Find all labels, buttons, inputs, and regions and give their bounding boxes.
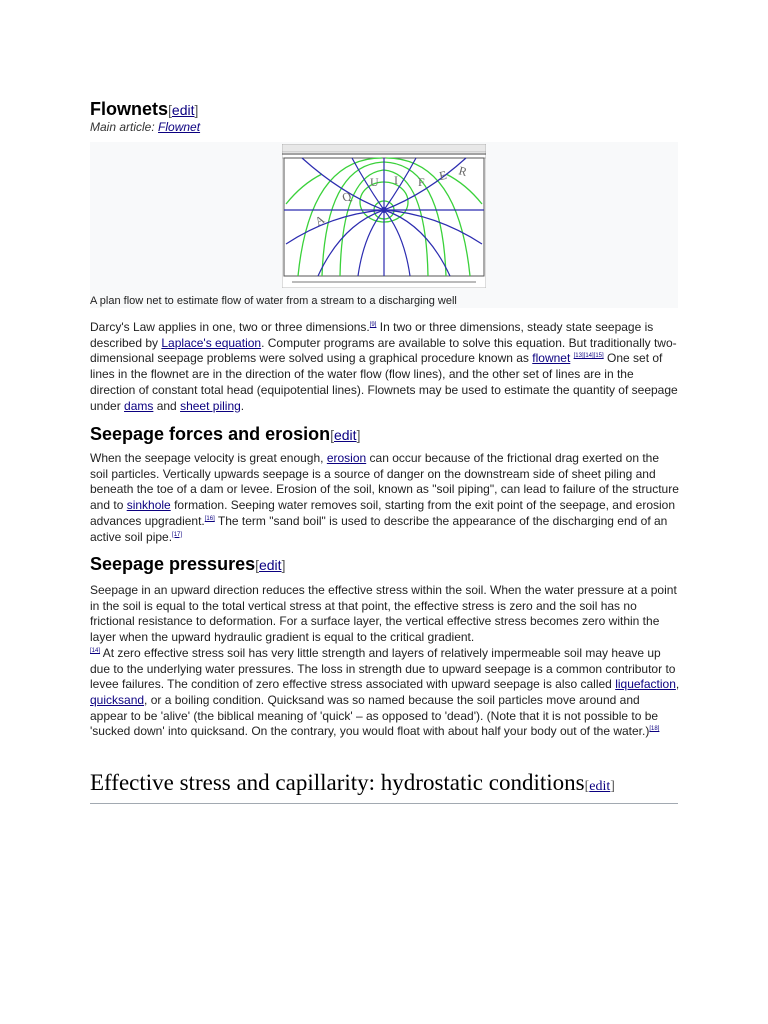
dams-link[interactable]: dams — [124, 398, 154, 413]
flownet-diagram[interactable] — [282, 144, 486, 288]
figure-letter: R — [457, 163, 469, 179]
seepage-pressures-paragraph: Seepage in an upward direction reduces the effective stress within the soil. When the water pressure at a point in the soil is equal to the total vertical stress at that point, the effective stress is zero and the soil has no frictional resistance to deformation. For a surface layer, the vertical effective stress becomes zero within the layer when the upward hydraulic gradient is equal to the critical gradient. [14] At zero effective stress soil has very little strength and layers of relatively impermeable soil may heave up due to the underlying water pressures. The loss in strength due to upward seepage is a common contributor to levee failures. The condition of zero effective stress associated with upward seepage is also called liquefaction, quicksand, or a boiling condition. Quicksand was so named because the soil particles move around and appear to be 'alive' (the biblical meaning of 'quick' – as opposed to 'dead'). (Note that it is not possible to be 'sucked down' into quicksand. On the contrary, you would float with about half your body out of the water.)[18] — [90, 583, 680, 739]
sheet-piling-link[interactable]: sheet piling — [180, 398, 241, 413]
reference-17[interactable]: [17] — [172, 531, 183, 538]
erosion-link[interactable]: erosion — [326, 451, 367, 465]
flownet-link[interactable]: flownet — [532, 351, 571, 366]
quicksand-link[interactable]: quicksand — [90, 692, 145, 707]
edit-link[interactable]: edit — [333, 427, 357, 443]
edit-section-link: [edit] — [330, 427, 361, 443]
sinkhole-link[interactable]: sinkhole — [126, 498, 171, 513]
section-title: Seepage pressures — [90, 554, 256, 574]
section-title: Seepage forces and erosion — [90, 424, 331, 444]
section-heading-seepage-forces — [90, 423, 360, 446]
seepage-forces-paragraph: When the seepage velocity is great enough, erosion can occur because of the frictional drag exerted on the soil particles. Vertically upwards seepage is a source of danger on the downstream side of sheet piling and beneath the toe of a dam or levee. Erosion of the soil, known as "soil piping", can lead to failure of the structure and to sinkhole formation. Seeping water removes soil, starting from the exit point of the seepage, and erosion advances upgradient.[16] The term "sand boil" is used to describe the appearance of the discharging end of an active soil pipe.[17] — [90, 451, 679, 544]
flownet-figure — [90, 142, 678, 308]
edit-link[interactable]: edit — [258, 557, 282, 573]
main-article-hatnote: Main article: Flownet — [90, 120, 201, 134]
reference-9[interactable]: [9] — [369, 322, 377, 328]
edit-link[interactable]: edit — [589, 779, 611, 794]
section-heading-effective-stress — [90, 769, 678, 804]
figure-letter: A — [312, 212, 328, 229]
well-marker — [381, 207, 387, 213]
liquefaction-link[interactable]: liquefaction — [615, 677, 676, 692]
reference-18[interactable]: [18] — [649, 726, 660, 733]
flownets-paragraph: Darcy's Law applies in one, two or three dimensions.[9] In two or three dimensions, steady state seepage is described by Laplace's equation. Computer programs are available to solve this equation. But traditionally two-dimensional seepage problems were solved using a graphical procedure known as flownet [13][14][15] One set of lines in the flownet are in the direction of the water flow (flow lines), and the other set of lines are in the direction of constant total head (equipotential lines). Flownets may be used to estimate the quantity of seepage under dams and sheet piling. — [90, 320, 678, 413]
edit-section-link: [edit] — [255, 557, 286, 573]
section-heading-flownets — [90, 98, 198, 121]
figure-letter: F — [418, 175, 425, 189]
edit-section-link: [edit] — [168, 102, 199, 118]
reference-14[interactable]: [14] — [90, 647, 101, 654]
reference-13-14-15[interactable]: [13][14][15] — [573, 353, 604, 360]
figure-caption: A plan flow net to estimate flow of water from a stream to a discharging well — [90, 295, 457, 307]
figure-letter: E — [438, 167, 448, 183]
figure-letter: I — [394, 173, 398, 187]
section-title: Flownets — [90, 99, 169, 119]
laplace-equation-link[interactable]: Laplace's equation — [161, 335, 262, 350]
edit-link[interactable]: edit — [171, 102, 195, 118]
figure-letter: U — [370, 175, 379, 189]
figure-letter: Q — [340, 188, 354, 205]
section-title: Effective stress and capillarity: hydrostatic conditions — [90, 770, 585, 795]
edit-section-link: [edit] — [584, 779, 615, 794]
main-article-link[interactable]: Flownet — [158, 120, 201, 134]
section-heading-seepage-pressures — [90, 553, 285, 576]
reference-16[interactable]: [16] — [204, 515, 215, 522]
